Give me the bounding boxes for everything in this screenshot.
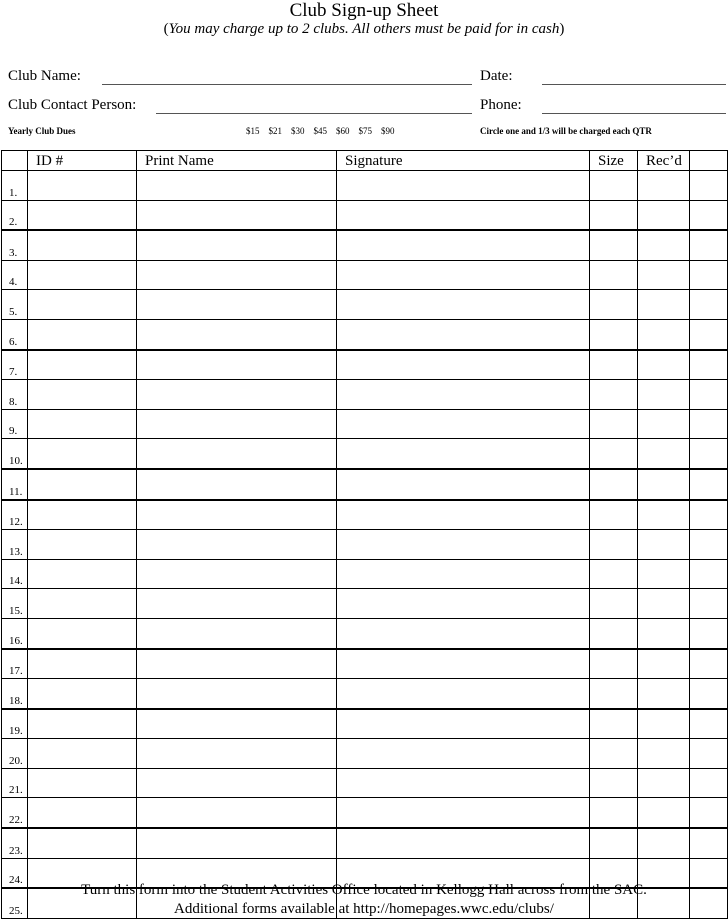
extra-cell[interactable] — [690, 530, 728, 560]
recd-cell[interactable] — [638, 319, 690, 349]
size-cell[interactable] — [590, 350, 638, 380]
recd-cell[interactable] — [638, 290, 690, 320]
recd-cell[interactable] — [638, 530, 690, 560]
row-number: 4. — [2, 260, 28, 290]
extra-cell[interactable] — [690, 290, 728, 320]
recd-cell[interactable] — [638, 798, 690, 828]
print-name-cell[interactable] — [137, 260, 337, 290]
row-number: 14. — [2, 559, 28, 589]
size-cell[interactable] — [590, 290, 638, 320]
recd-cell[interactable] — [638, 618, 690, 648]
row-number: 23. — [2, 828, 28, 858]
extra-cell[interactable] — [690, 171, 728, 201]
header-print-name: Print Name — [137, 151, 337, 171]
print-name-cell[interactable] — [137, 380, 337, 410]
recd-cell[interactable] — [638, 260, 690, 290]
size-cell[interactable] — [590, 409, 638, 439]
row-number: 16. — [2, 618, 28, 648]
footer-instructions: Turn this form into the Student Activities Office located in Kellogg Hall across from the SAC. — [81, 882, 647, 898]
row-number: 18. — [2, 679, 28, 709]
recd-cell[interactable] — [638, 500, 690, 530]
id-cell[interactable] — [28, 350, 137, 380]
row-number: 11. — [2, 469, 28, 500]
row-number: 20. — [2, 739, 28, 769]
recd-cell[interactable] — [638, 679, 690, 709]
size-cell[interactable] — [590, 380, 638, 410]
print-name-cell[interactable] — [137, 709, 337, 739]
recd-cell[interactable] — [638, 350, 690, 380]
print-name-cell[interactable] — [137, 500, 337, 530]
row-number: 13. — [2, 530, 28, 560]
signature-cell[interactable] — [337, 649, 590, 679]
row-number: 9. — [2, 409, 28, 439]
print-name-cell[interactable] — [137, 530, 337, 560]
table-row — [2, 739, 728, 769]
extra-cell[interactable] — [690, 260, 728, 290]
print-name-cell[interactable] — [137, 679, 337, 709]
signature-cell[interactable] — [337, 260, 590, 290]
print-name-cell[interactable] — [137, 230, 337, 260]
signature-cell[interactable] — [337, 319, 590, 349]
dues-option[interactable]: $45 — [313, 126, 327, 136]
size-cell[interactable] — [590, 200, 638, 230]
dues-note: Circle one and 1/3 will be charged each QTR — [480, 126, 652, 136]
signature-cell[interactable] — [337, 409, 590, 439]
print-name-cell[interactable] — [137, 350, 337, 380]
signature-cell[interactable] — [337, 739, 590, 769]
signature-cell[interactable] — [337, 679, 590, 709]
id-cell[interactable] — [28, 798, 137, 828]
print-name-cell[interactable] — [137, 559, 337, 589]
size-cell[interactable] — [590, 618, 638, 648]
signature-cell[interactable] — [337, 589, 590, 619]
row-number: 3. — [2, 230, 28, 260]
signup-table — [1, 150, 728, 919]
signature-cell[interactable] — [337, 798, 590, 828]
dues-option[interactable]: $90 — [381, 126, 395, 136]
id-cell[interactable] — [28, 559, 137, 589]
table-row — [2, 200, 728, 230]
recd-cell[interactable] — [638, 768, 690, 798]
size-cell[interactable] — [590, 739, 638, 769]
size-cell[interactable] — [590, 230, 638, 260]
signature-cell[interactable] — [337, 768, 590, 798]
row-number: 2. — [2, 200, 28, 230]
signature-cell[interactable] — [337, 559, 590, 589]
signature-cell[interactable] — [337, 230, 590, 260]
size-cell[interactable] — [590, 768, 638, 798]
recd-cell[interactable] — [638, 559, 690, 589]
id-cell[interactable] — [28, 500, 137, 530]
extra-cell[interactable] — [690, 618, 728, 648]
id-cell[interactable] — [28, 290, 137, 320]
table-row — [2, 798, 728, 828]
extra-cell[interactable] — [690, 230, 728, 260]
header-size: Size — [590, 151, 638, 171]
extra-cell[interactable] — [690, 559, 728, 589]
id-cell[interactable] — [28, 618, 137, 648]
club-name-field[interactable] — [102, 84, 472, 85]
recd-cell[interactable] — [638, 469, 690, 500]
signature-cell[interactable] — [337, 200, 590, 230]
recd-cell[interactable] — [638, 828, 690, 858]
row-number: 22. — [2, 798, 28, 828]
size-cell[interactable] — [590, 649, 638, 679]
id-cell[interactable] — [28, 469, 137, 500]
row-number: 15. — [2, 589, 28, 619]
table-row — [2, 290, 728, 320]
page-subtitle: (You may charge up to 2 clubs. All others must be paid for in cash) — [163, 21, 565, 37]
id-cell[interactable] — [28, 439, 137, 469]
id-cell[interactable] — [28, 649, 137, 679]
print-name-cell[interactable] — [137, 319, 337, 349]
extra-cell[interactable] — [690, 319, 728, 349]
dues-amount-options — [246, 126, 395, 136]
print-name-cell[interactable] — [137, 589, 337, 619]
id-cell[interactable] — [28, 171, 137, 201]
recd-cell[interactable] — [638, 739, 690, 769]
table-row — [2, 618, 728, 648]
print-name-cell[interactable] — [137, 739, 337, 769]
print-name-cell[interactable] — [137, 200, 337, 230]
header-signature: Signature — [337, 151, 590, 171]
id-cell[interactable] — [28, 828, 137, 858]
page-title: Club Sign-up Sheet — [289, 0, 439, 21]
size-cell[interactable] — [590, 530, 638, 560]
row-number: 10. — [2, 439, 28, 469]
table-row — [2, 350, 728, 380]
contact-person-label: Club Contact Person: — [8, 97, 137, 113]
table-row — [2, 319, 728, 349]
table-row — [2, 768, 728, 798]
footer-url-note: Additional forms available at http://homepages.wwc.edu/clubs/ — [174, 901, 554, 917]
header-number-col — [2, 151, 28, 171]
print-name-cell[interactable] — [137, 649, 337, 679]
row-number: 25. — [2, 888, 28, 918]
table-row — [2, 559, 728, 589]
row-number: 21. — [2, 768, 28, 798]
table-row — [2, 679, 728, 709]
row-number: 19. — [2, 709, 28, 739]
phone-field[interactable] — [542, 113, 726, 114]
id-cell[interactable] — [28, 709, 137, 739]
extra-cell[interactable] — [690, 439, 728, 469]
row-number: 24. — [2, 858, 28, 888]
size-cell[interactable] — [590, 589, 638, 619]
id-cell[interactable] — [28, 768, 137, 798]
table-row — [2, 709, 728, 739]
id-cell[interactable] — [28, 679, 137, 709]
print-name-cell[interactable] — [137, 409, 337, 439]
yearly-dues-label: Yearly Club Dues — [8, 126, 76, 136]
id-cell[interactable] — [28, 319, 137, 349]
extra-cell[interactable] — [690, 798, 728, 828]
extra-cell[interactable] — [690, 409, 728, 439]
signature-cell[interactable] — [337, 469, 590, 500]
contact-person-field[interactable] — [156, 113, 472, 114]
subtitle-italic-text: You may charge up to 2 clubs. All others must be paid for in cash — [168, 21, 560, 37]
table-row — [2, 530, 728, 560]
club-name-label: Club Name: — [8, 68, 81, 84]
extra-cell[interactable] — [690, 828, 728, 858]
phone-label: Phone: — [480, 97, 522, 113]
recd-cell[interactable] — [638, 171, 690, 201]
table-row — [2, 469, 728, 500]
extra-cell[interactable] — [690, 200, 728, 230]
row-number: 1. — [2, 171, 28, 201]
signature-cell[interactable] — [337, 618, 590, 648]
extra-cell[interactable] — [690, 768, 728, 798]
size-cell[interactable] — [590, 469, 638, 500]
print-name-cell[interactable] — [137, 798, 337, 828]
row-number: 5. — [2, 290, 28, 320]
size-cell[interactable] — [590, 260, 638, 290]
id-cell[interactable] — [28, 589, 137, 619]
dues-option[interactable]: $60 — [336, 126, 350, 136]
header-recd: Rec’d — [638, 151, 690, 171]
recd-cell[interactable] — [638, 380, 690, 410]
extra-cell[interactable] — [690, 589, 728, 619]
table-row — [2, 439, 728, 469]
header-id: ID # — [28, 151, 137, 171]
recd-cell[interactable] — [638, 649, 690, 679]
extra-cell[interactable] — [690, 739, 728, 769]
dues-option[interactable]: $15 — [246, 126, 260, 136]
signature-cell[interactable] — [337, 350, 590, 380]
extra-cell[interactable] — [690, 469, 728, 500]
id-cell[interactable] — [28, 380, 137, 410]
date-field[interactable] — [542, 84, 726, 85]
table-row — [2, 589, 728, 619]
size-cell[interactable] — [590, 709, 638, 739]
signature-cell[interactable] — [337, 439, 590, 469]
table-row — [2, 260, 728, 290]
recd-cell[interactable] — [638, 709, 690, 739]
table-row — [2, 828, 728, 858]
id-cell[interactable] — [28, 200, 137, 230]
row-number: 7. — [2, 350, 28, 380]
table-row — [2, 380, 728, 410]
print-name-cell[interactable] — [137, 618, 337, 648]
dues-option[interactable]: $75 — [358, 126, 372, 136]
signature-cell[interactable] — [337, 171, 590, 201]
table-row — [2, 409, 728, 439]
size-cell[interactable] — [590, 679, 638, 709]
id-cell[interactable] — [28, 739, 137, 769]
recd-cell[interactable] — [638, 589, 690, 619]
print-name-cell[interactable] — [137, 469, 337, 500]
dues-option[interactable]: $30 — [291, 126, 305, 136]
id-cell[interactable] — [28, 409, 137, 439]
extra-cell[interactable] — [690, 649, 728, 679]
row-number: 6. — [2, 319, 28, 349]
size-cell[interactable] — [590, 500, 638, 530]
signature-cell[interactable] — [337, 290, 590, 320]
signature-cell[interactable] — [337, 828, 590, 858]
header-extra-col — [690, 151, 728, 171]
extra-cell[interactable] — [690, 709, 728, 739]
dues-option[interactable]: $21 — [268, 126, 282, 136]
size-cell[interactable] — [590, 439, 638, 469]
table-row — [2, 230, 728, 260]
row-number: 17. — [2, 649, 28, 679]
date-label: Date: — [480, 68, 513, 84]
signup-rows — [2, 171, 728, 919]
size-cell[interactable] — [590, 171, 638, 201]
table-row — [2, 171, 728, 201]
recd-cell[interactable] — [638, 409, 690, 439]
row-number: 8. — [2, 380, 28, 410]
print-name-cell[interactable] — [137, 768, 337, 798]
table-row — [2, 500, 728, 530]
signature-cell[interactable] — [337, 500, 590, 530]
id-cell[interactable] — [28, 530, 137, 560]
row-number: 12. — [2, 500, 28, 530]
signature-cell[interactable] — [337, 380, 590, 410]
signature-cell[interactable] — [337, 530, 590, 560]
size-cell[interactable] — [590, 828, 638, 858]
size-cell[interactable] — [590, 559, 638, 589]
recd-cell[interactable] — [638, 439, 690, 469]
extra-cell[interactable] — [690, 679, 728, 709]
print-name-cell[interactable] — [137, 171, 337, 201]
recd-cell[interactable] — [638, 230, 690, 260]
table-header-row — [2, 151, 728, 171]
extra-cell[interactable] — [690, 380, 728, 410]
print-name-cell[interactable] — [137, 439, 337, 469]
table-row — [2, 649, 728, 679]
size-cell[interactable] — [590, 798, 638, 828]
extra-cell[interactable] — [690, 500, 728, 530]
size-cell[interactable] — [590, 319, 638, 349]
recd-cell[interactable] — [638, 200, 690, 230]
signature-cell[interactable] — [337, 709, 590, 739]
extra-cell[interactable] — [690, 350, 728, 380]
print-name-cell[interactable] — [137, 290, 337, 320]
id-cell[interactable] — [28, 230, 137, 260]
id-cell[interactable] — [28, 260, 137, 290]
print-name-cell[interactable] — [137, 828, 337, 858]
